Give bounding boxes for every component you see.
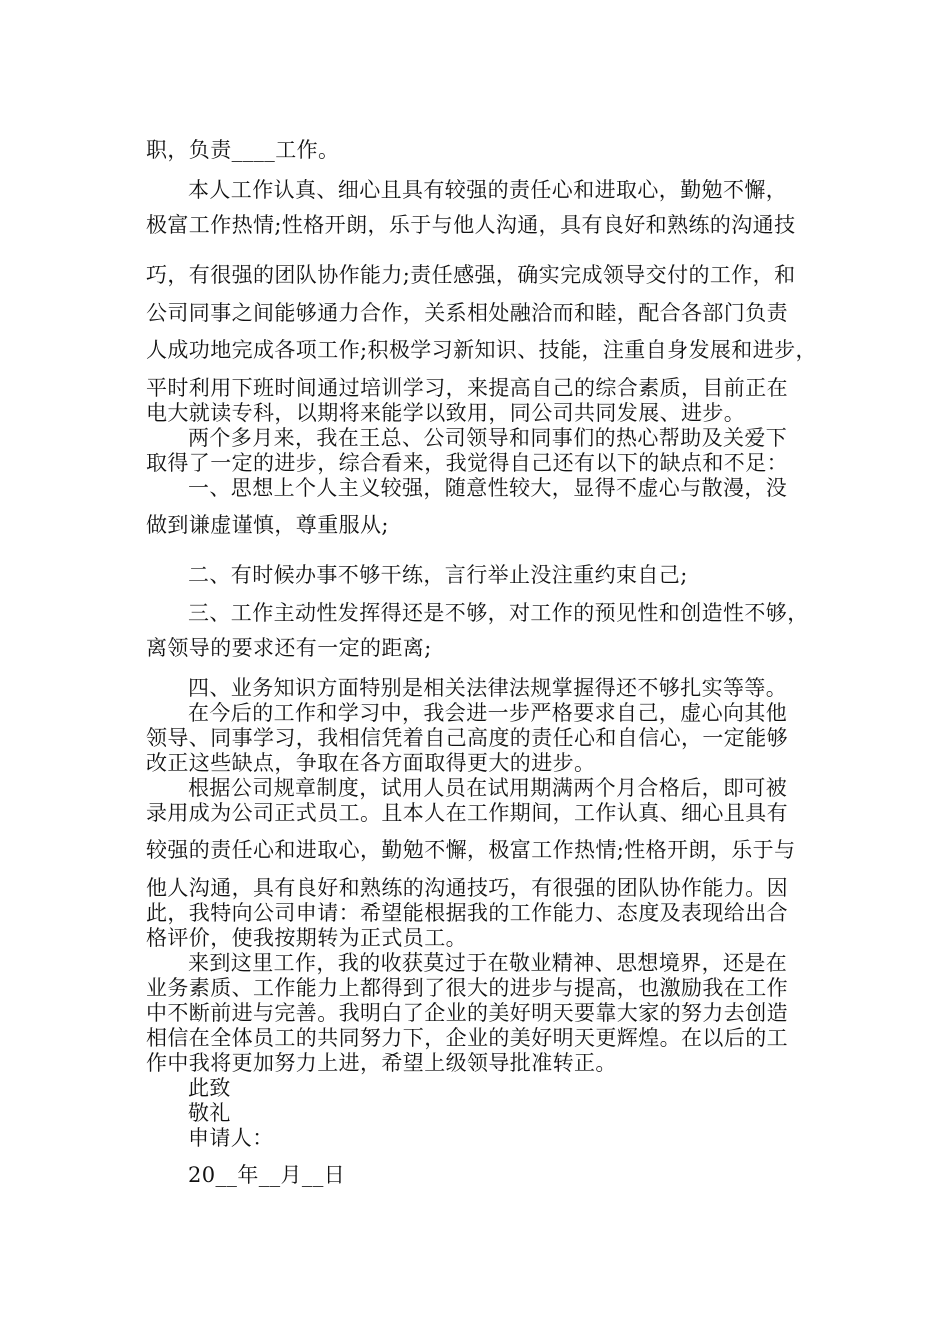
text-line: 来到这里工作，我的收获莫过于在敬业精神、思想境界，还是在 [188,951,788,975]
text-line: 本人工作认真、细心且具有较强的责任心和进取心，勤勉不懈， [188,178,788,202]
text-line: 格评价，使我按期转为正式员工。 [146,926,467,950]
text-line: 取得了一定的进步，综合看来，我觉得自己还有以下的缺点和不足： [146,451,788,475]
text-line: 电大就读专科，以期将来能学以致用，同公司共同发展、进步。 [146,401,746,425]
text-line: 人成功地完成各项工作;积极学习新知识、技能，注重自身发展和进步， [146,338,817,362]
applicant-label: 申请人： [188,1126,274,1150]
text-line: 四、业务知识方面特别是相关法律法规掌握得还不够扎实等等。 [188,676,788,700]
text-line: 二、有时候办事不够干练，言行举止没注重约束自己; [188,563,688,587]
text-line: 在今后的工作和学习中，我会进一步严格要求自己，虚心向其他 [188,701,788,725]
text-line: 作中我将更加努力上进，希望上级领导批准转正。 [146,1051,617,1075]
text-line: 此，我特向公司申请：希望能根据我的工作能力、态度及表现给出合 [146,901,788,925]
text-line: 做到谦虚谨慎，尊重服从; [146,513,389,537]
text-line: 较强的责任心和进取心，勤勉不懈，极富工作热情;性格开朗，乐于与 [146,838,796,862]
text-line: 职，负责____工作。 [146,138,340,162]
text-line: 极富工作热情;性格开朗，乐于与他人沟通，具有良好和熟练的沟通技 [146,213,796,237]
text-line: 离领导的要求还有一定的距离; [146,636,432,660]
text-line: 公司同事之间能够通力合作，关系相处融洽而和睦，配合各部门负责 [146,301,788,325]
text-line: 巧，有很强的团队协作能力;责任感强，确实完成领导交付的工作，和 [146,263,796,287]
text-line: 中不断前进与完善。我明白了企业的美好明天要靠大家的努力去创造 [146,1001,788,1025]
date-line: 20__年__月__日 [188,1163,346,1187]
text-line: 相信在全体员工的共同努力下，企业的美好明天更辉煌。在以后的工 [146,1026,788,1050]
text-line: 平时利用下班时间通过培训学习，来提高自己的综合素质，目前正在 [146,376,788,400]
text-line: 录用成为公司正式员工。且本人在工作期间，工作认真、细心且具有 [146,801,788,825]
text-line: 三、工作主动性发挥得还是不够，对工作的预见性和创造性不够， [188,601,809,625]
closing-salutation: 此致 [188,1076,231,1100]
text-line: 一、思想上个人主义较强，随意性较大，显得不虚心与散漫，没 [188,476,788,500]
text-line: 领导、同事学习，我相信凭着自己高度的责任心和自信心，一定能够 [146,726,788,750]
text-line: 两个多月来，我在王总、公司领导和同事们的热心帮助及关爱下 [188,426,788,450]
text-line: 他人沟通，具有良好和熟练的沟通技巧，有很强的团队协作能力。因 [146,876,788,900]
text-line: 改正这些缺点，争取在各方面取得更大的进步。 [146,751,596,775]
text-line: 根据公司规章制度，试用人员在试用期满两个月合格后，即可被 [188,776,788,800]
text-line: 业务素质、工作能力上都得到了很大的进步与提高，也激励我在工作 [146,976,788,1000]
closing-regards: 敬礼 [188,1101,231,1125]
